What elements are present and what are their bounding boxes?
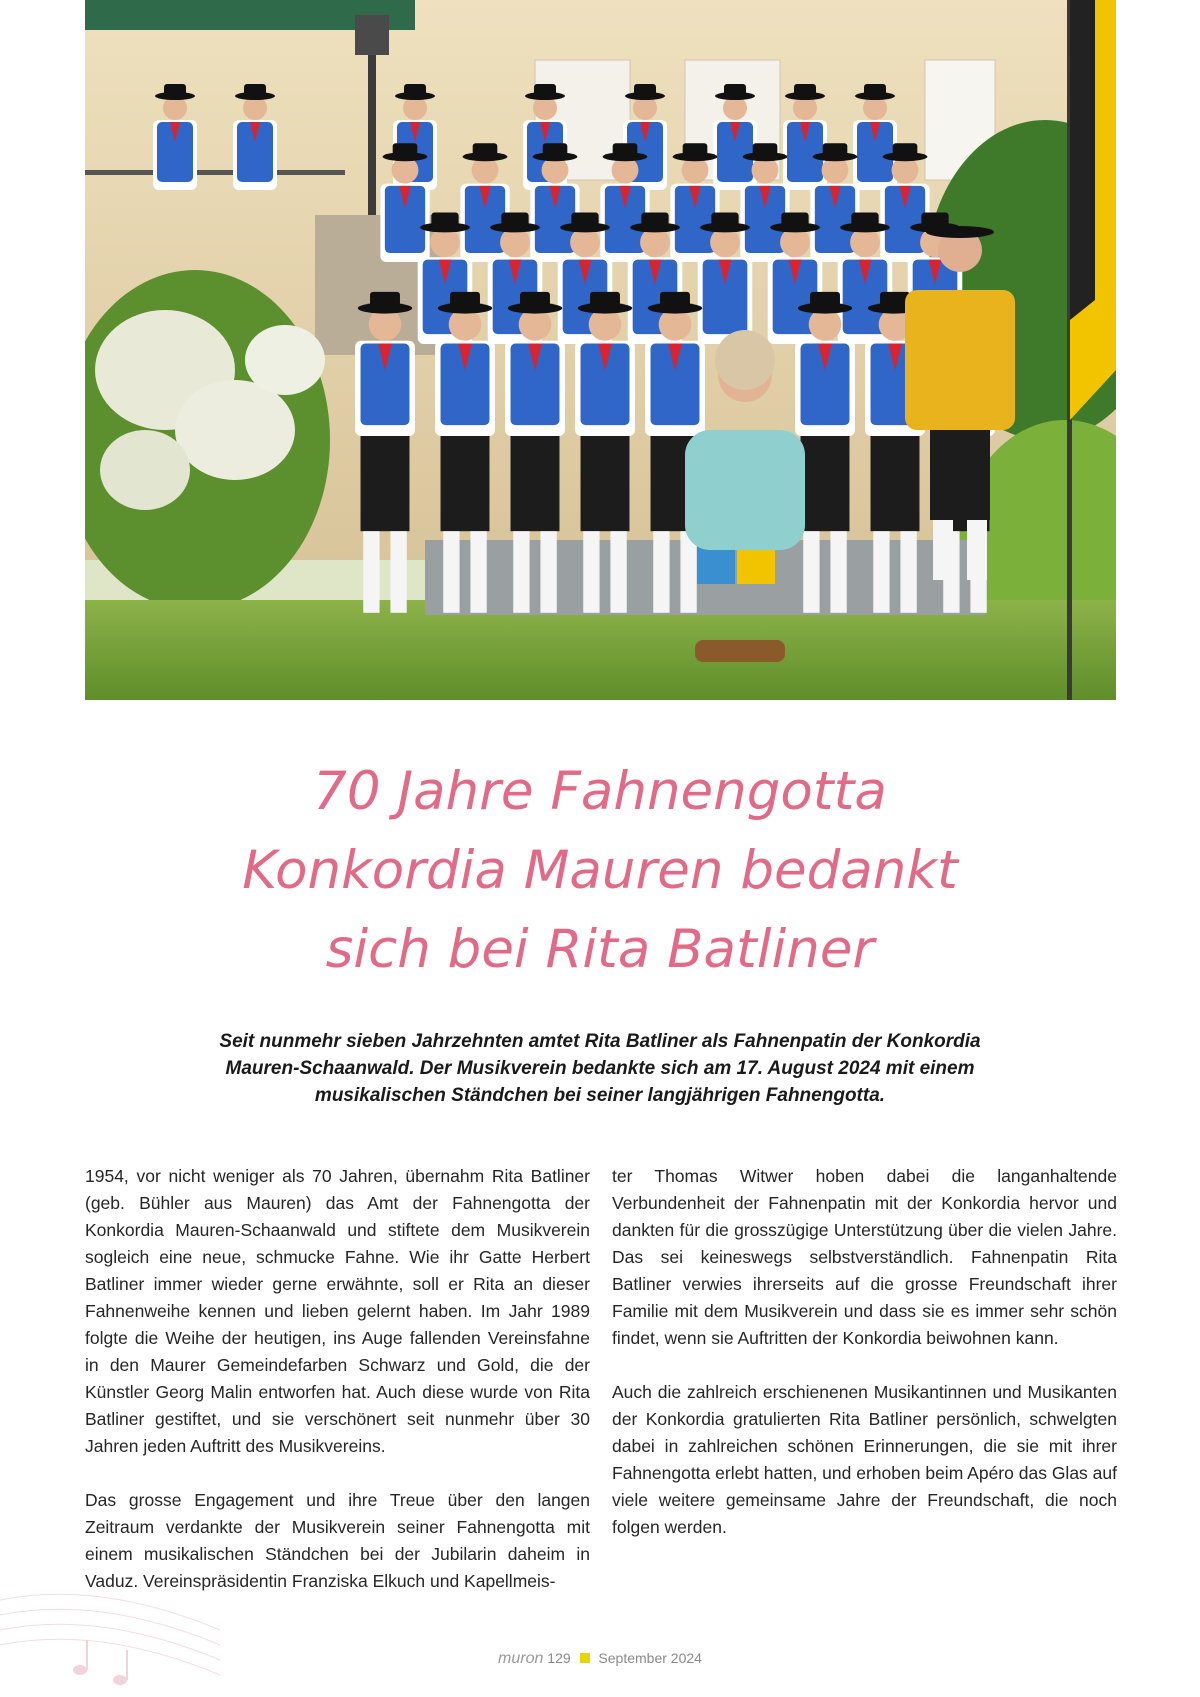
page-footer [0, 1650, 1200, 1668]
article-title [100, 752, 1100, 989]
group-photo [85, 0, 1116, 700]
article-column-right [612, 1163, 1117, 1568]
footer-date: September 2024 [598, 1650, 702, 1666]
paragraph: Auch die zahlreich erschienenen Musikantinnen und Musikanten der Konkordia gratulierten Rita Batliner persönlich, schwelgten dabei in zahlreichen schönen Erinnerungen, die sie mit ihrer Fahnengotta erlebt hatten, und erhoben beim Apéro das Glas auf viele weitere gemeinsame Jahre der Freundschaft, die noch folgen werden. [612, 1382, 1117, 1537]
footer-issue: 129 [547, 1650, 571, 1666]
paragraph: Das grosse Engagement und ihre Treue über den langen Zeitraum verdankte der Musikverein seiner Fahnengotta mit einem musikalischen Ständchen bei der Jubilarin daheim in Vaduz. Vereinspräsidentin Franziska Elkuch und Kapellmeis- [85, 1490, 590, 1591]
title-line-2: Konkordia Mauren bedankt [242, 840, 958, 901]
footer-brand: muron [498, 1650, 544, 1667]
footer-square-icon [580, 1653, 590, 1663]
paragraph: ter Thomas Witwer hoben dabei die langanhaltende Verbundenheit der Fahnenpatin mit der Konkordia hervor und dankten für die grosszügige Unterstützung über die vielen Jahre. Das sei keineswegs selbstverständlich. Fahnenpatin Rita Batliner verwies ihrerseits auf die grosse Freundschaft ihrer Familie mit dem Musikverein und dass sie es immer sehr schön findet, wenn sie Auftritten der Konkordia beiwohnen kann. [612, 1166, 1117, 1348]
title-line-1: 70 Jahre Fahnengotta [313, 761, 887, 822]
article-lead: Seit nunmehr sieben Jahrzehnten amtet Rita Batliner als Fahnenpatin der Konkordia Mauren-Schaanwald. Der Musikverein bedankte sich am 17. August 2024 mit einem musikalischen Ständchen bei seiner langjährigen Fahnengotta. [219, 1031, 981, 1106]
article-column-left [85, 1163, 590, 1622]
music-notes-decoration [0, 1560, 220, 1697]
group-photo-image [85, 0, 1116, 700]
title-line-3: sich bei Rita Batliner [325, 919, 875, 980]
paragraph: 1954, vor nicht weniger als 70 Jahren, übernahm Rita Batliner (geb. Bühler aus Mauren) das Amt der Fahnengotta der Konkordia Mauren-Schaanwald und stiftete dem Musikverein sogleich eine neue, schmucke Fahne. Wie ihr Gatte Herbert Batliner immer wieder gerne erwähnte, soll er Rita an dieser Fahnenweihe kennen und lieben gelernt haben. Im Jahr 1989 folgte die Weihe der heutigen, ins Auge fallenden Vereinsfahne in den Maurer Gemeindefarben Schwarz und Gold, die der Künstler Georg Malin entworfen hat. Auch diese wurde von Rita Batliner gestiftet, und sie verschönert seit nunmehr über 30 Jahren jeden Auftritt des Musikvereins. [85, 1166, 590, 1456]
